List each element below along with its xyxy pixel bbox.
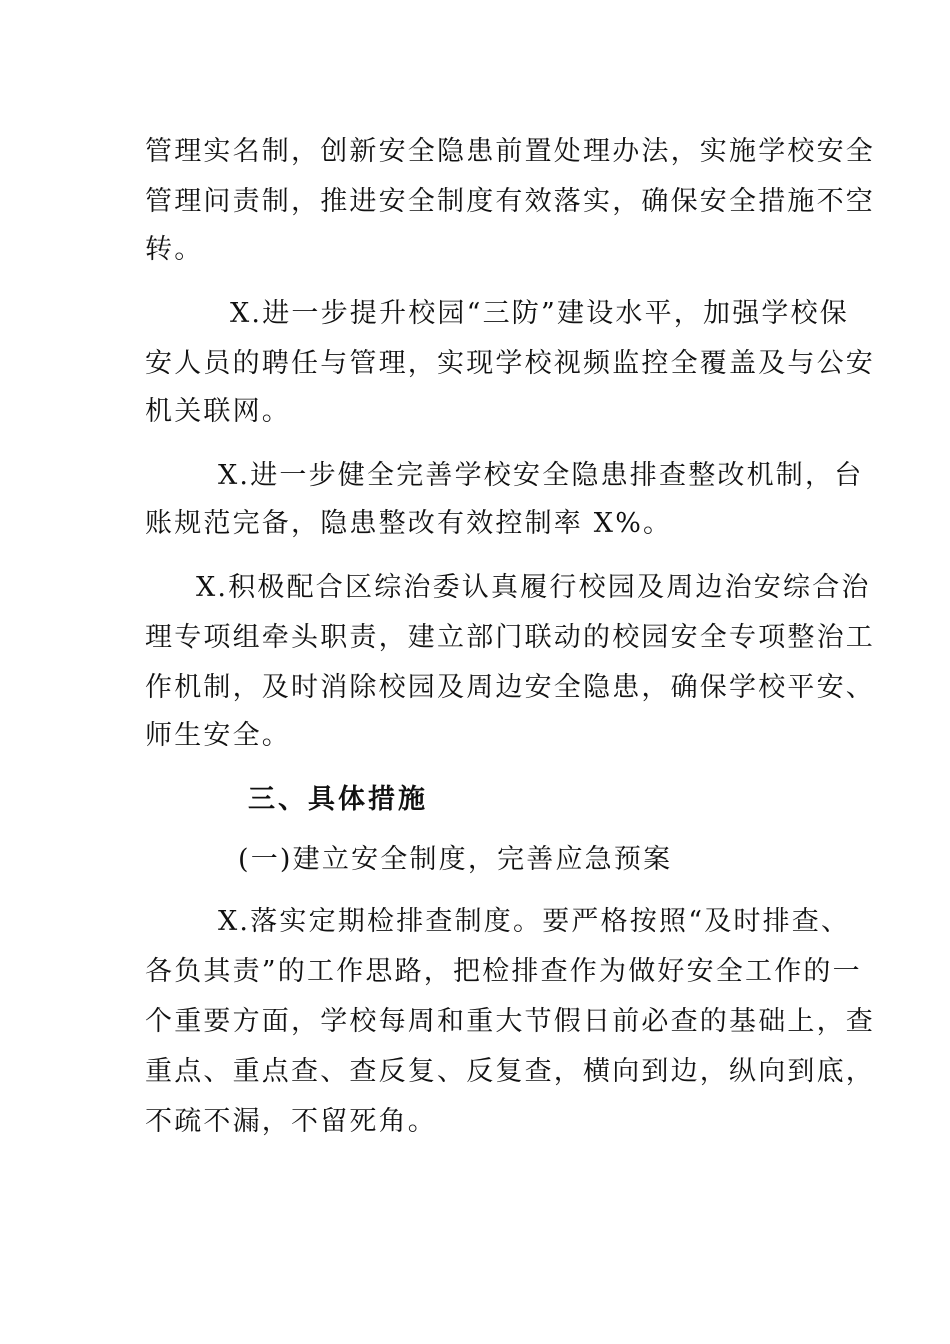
paragraph-1-line-2: 管理问责制，推进安全制度有效落实，确保安全措施不空 [145,186,875,217]
section-heading: 三、具体措施 [248,784,428,815]
paragraph-1-line-3: 转。 [145,234,204,265]
final-paragraph-line-5: 不疏不漏，不留死角。 [145,1106,437,1137]
paragraph-2-line-1: X.进一步提升校园“三防”建设水平，加强学校保 [230,298,850,329]
paragraph-4-line-4: 师生安全。 [145,720,291,751]
final-paragraph-line-3: 个重要方面，学校每周和重大节假日前必查的基础上，查 [145,1006,875,1037]
paragraph-3-line-1: X.进一步健全完善学校安全隐患排查整改机制，台 [218,460,864,491]
final-paragraph-line-2: 各负其责”的工作思路，把检排查作为做好安全工作的一 [145,956,862,987]
paragraph-4-line-3: 作机制，及时消除校园及周边安全隐患，确保学校平安、 [145,672,875,703]
paragraph-4-line-2: 理专项组牵头职责，建立部门联动的校园安全专项整治工 [145,622,875,653]
paragraph-4-line-1: X.积极配合区综治委认真履行校园及周边治安综合治 [196,572,871,603]
paragraph-1-line-1: 管理实名制，创新安全隐患前置处理办法，实施学校安全 [145,136,875,167]
subsection-heading: (一)建立安全制度，完善应急预案 [238,844,673,875]
final-paragraph-line-4: 重点、重点查、查反复、反复查，横向到边，纵向到底， [145,1056,875,1087]
paragraph-2-line-2: 安人员的聘任与管理，实现学校视频监控全覆盖及与公安 [145,348,875,379]
paragraph-3-line-2: 账规范完备，隐患整改有效控制率 X%。 [145,508,673,539]
paragraph-2-line-3: 机关联网。 [145,396,291,427]
final-paragraph-line-1: X.落实定期检排查制度。要严格按照“及时排查、 [218,906,851,937]
